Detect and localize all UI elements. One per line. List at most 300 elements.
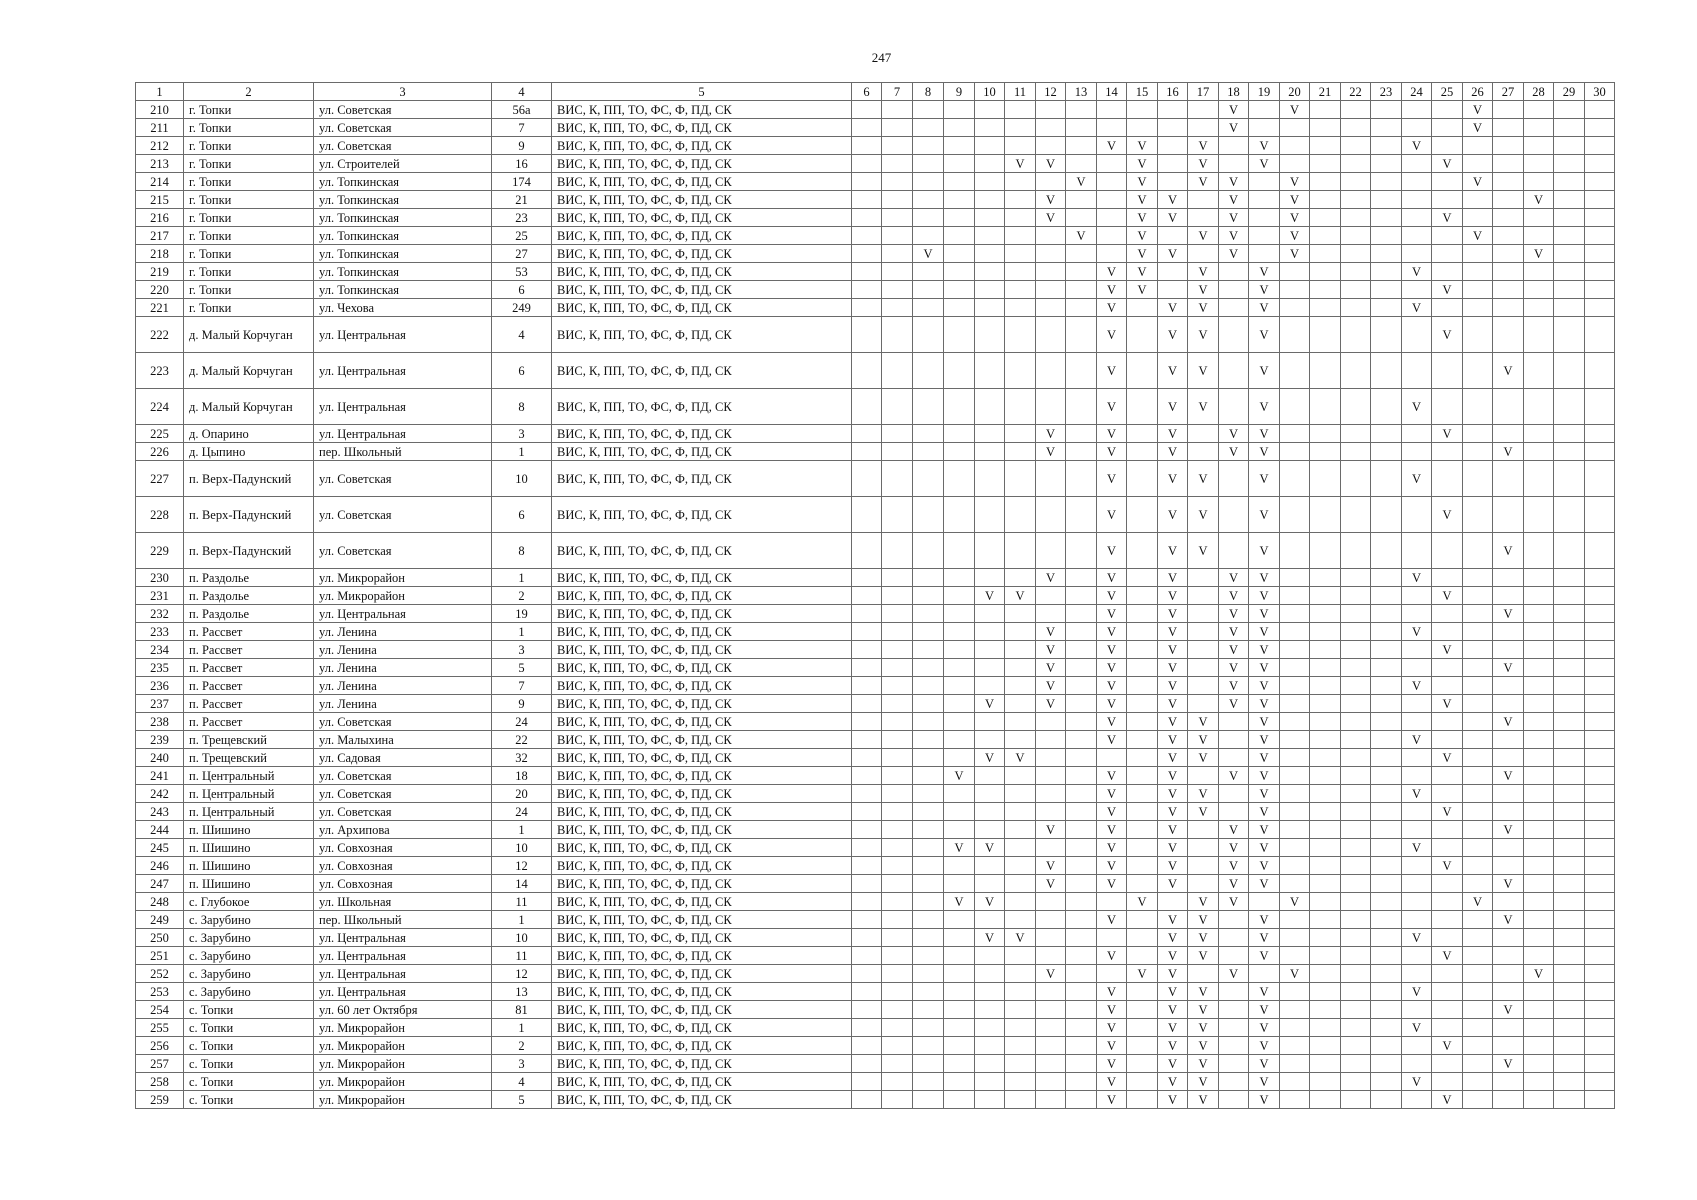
- column-header: 4: [492, 83, 552, 101]
- empty-cell: [1127, 1001, 1158, 1019]
- empty-cell: [1310, 155, 1341, 173]
- column-header: 22: [1341, 83, 1371, 101]
- empty-cell: [1554, 533, 1585, 569]
- empty-cell: [1554, 461, 1585, 497]
- services-cell: ВИС, К, ПП, ТО, ФС, Ф, ПД, СК: [552, 263, 852, 281]
- empty-cell: [1493, 731, 1524, 749]
- check-mark-cell: V: [1188, 1055, 1219, 1073]
- check-mark-cell: V: [1158, 983, 1188, 1001]
- row-number-cell: 218: [136, 245, 184, 263]
- services-cell: ВИС, К, ПП, ТО, ФС, Ф, ПД, СК: [552, 461, 852, 497]
- check-mark-cell: V: [1402, 389, 1432, 425]
- empty-cell: [1127, 101, 1158, 119]
- table-row: [136, 353, 1615, 389]
- check-mark-cell: V: [1402, 1019, 1432, 1037]
- empty-cell: [1158, 101, 1188, 119]
- house-number-cell: 2: [492, 587, 552, 605]
- empty-cell: [1280, 911, 1310, 929]
- empty-cell: [1310, 731, 1341, 749]
- empty-cell: [1097, 173, 1127, 191]
- column-header: 25: [1432, 83, 1463, 101]
- empty-cell: [1066, 767, 1097, 785]
- empty-cell: [1493, 785, 1524, 803]
- empty-cell: [1341, 695, 1371, 713]
- check-mark-cell: V: [1158, 425, 1188, 443]
- empty-cell: [1066, 731, 1097, 749]
- services-cell: ВИС, К, ПП, ТО, ФС, Ф, ПД, СК: [552, 803, 852, 821]
- street-cell: ул. Советская: [314, 101, 492, 119]
- check-mark-cell: V: [1402, 731, 1432, 749]
- settlement-cell: г. Топки: [184, 119, 314, 137]
- empty-cell: [1310, 281, 1341, 299]
- table-row: [136, 119, 1615, 137]
- services-cell: ВИС, К, ПП, ТО, ФС, Ф, ПД, СК: [552, 155, 852, 173]
- empty-cell: [1554, 191, 1585, 209]
- empty-cell: [1188, 839, 1219, 857]
- table-row: [136, 803, 1615, 821]
- empty-cell: [1127, 1037, 1158, 1055]
- check-mark-cell: V: [1158, 929, 1188, 947]
- street-cell: ул. Советская: [314, 713, 492, 731]
- empty-cell: [975, 1001, 1005, 1019]
- empty-cell: [1097, 191, 1127, 209]
- empty-cell: [1188, 443, 1219, 461]
- settlement-cell: п. Рассвет: [184, 623, 314, 641]
- check-mark-cell: V: [1219, 173, 1249, 191]
- house-number-cell: 6: [492, 497, 552, 533]
- empty-cell: [1219, 785, 1249, 803]
- empty-cell: [1402, 587, 1432, 605]
- empty-cell: [1554, 119, 1585, 137]
- empty-cell: [1585, 695, 1615, 713]
- row-number-cell: 230: [136, 569, 184, 587]
- empty-cell: [1066, 389, 1097, 425]
- empty-cell: [1036, 389, 1066, 425]
- check-mark-cell: V: [1097, 1091, 1127, 1109]
- check-mark-cell: V: [1249, 317, 1280, 353]
- empty-cell: [882, 137, 913, 155]
- services-cell: ВИС, К, ПП, ТО, ФС, Ф, ПД, СК: [552, 353, 852, 389]
- empty-cell: [975, 821, 1005, 839]
- empty-cell: [1524, 533, 1554, 569]
- street-cell: ул. Центральная: [314, 353, 492, 389]
- empty-cell: [1066, 1001, 1097, 1019]
- empty-cell: [852, 857, 882, 875]
- empty-cell: [1524, 173, 1554, 191]
- empty-cell: [1371, 1019, 1402, 1037]
- empty-cell: [1280, 677, 1310, 695]
- empty-cell: [944, 209, 975, 227]
- row-number-cell: 259: [136, 1091, 184, 1109]
- empty-cell: [1341, 263, 1371, 281]
- empty-cell: [1280, 461, 1310, 497]
- house-number-cell: 5: [492, 659, 552, 677]
- check-mark-cell: V: [1432, 209, 1463, 227]
- settlement-cell: п. Шишино: [184, 857, 314, 875]
- empty-cell: [1432, 713, 1463, 731]
- empty-cell: [975, 1073, 1005, 1091]
- empty-cell: [1158, 173, 1188, 191]
- empty-cell: [1127, 731, 1158, 749]
- check-mark-cell: V: [1249, 785, 1280, 803]
- empty-cell: [1341, 677, 1371, 695]
- empty-cell: [882, 281, 913, 299]
- table-row: [136, 209, 1615, 227]
- check-mark-cell: V: [1402, 929, 1432, 947]
- empty-cell: [1005, 1019, 1036, 1037]
- empty-cell: [1402, 1055, 1432, 1073]
- house-number-cell: 25: [492, 227, 552, 245]
- empty-cell: [1402, 155, 1432, 173]
- settlement-cell: д. Цыпино: [184, 443, 314, 461]
- empty-cell: [882, 659, 913, 677]
- services-cell: ВИС, К, ПП, ТО, ФС, Ф, ПД, СК: [552, 929, 852, 947]
- empty-cell: [1066, 965, 1097, 983]
- empty-cell: [1493, 1037, 1524, 1055]
- check-mark-cell: V: [1066, 173, 1097, 191]
- empty-cell: [913, 875, 944, 893]
- empty-cell: [1554, 281, 1585, 299]
- empty-cell: [1066, 317, 1097, 353]
- services-cell: ВИС, К, ПП, ТО, ФС, Ф, ПД, СК: [552, 749, 852, 767]
- empty-cell: [913, 533, 944, 569]
- column-header: 20: [1280, 83, 1310, 101]
- check-mark-cell: V: [1158, 191, 1188, 209]
- column-header: 1: [136, 83, 184, 101]
- empty-cell: [975, 497, 1005, 533]
- street-cell: ул. Советская: [314, 803, 492, 821]
- empty-cell: [1005, 659, 1036, 677]
- empty-cell: [1127, 785, 1158, 803]
- empty-cell: [1066, 425, 1097, 443]
- empty-cell: [1066, 1019, 1097, 1037]
- empty-cell: [975, 623, 1005, 641]
- house-number-cell: 5: [492, 1091, 552, 1109]
- empty-cell: [1127, 425, 1158, 443]
- empty-cell: [1371, 947, 1402, 965]
- empty-cell: [1463, 155, 1493, 173]
- empty-cell: [1371, 173, 1402, 191]
- empty-cell: [1524, 677, 1554, 695]
- table-row: [136, 1001, 1615, 1019]
- empty-cell: [1310, 443, 1341, 461]
- settlement-cell: г. Топки: [184, 155, 314, 173]
- empty-cell: [1036, 767, 1066, 785]
- settlement-cell: п. Верх-Падунский: [184, 461, 314, 497]
- empty-cell: [882, 623, 913, 641]
- empty-cell: [1585, 533, 1615, 569]
- empty-cell: [1493, 155, 1524, 173]
- empty-cell: [1402, 443, 1432, 461]
- empty-cell: [944, 245, 975, 263]
- empty-cell: [1310, 623, 1341, 641]
- empty-cell: [1066, 749, 1097, 767]
- empty-cell: [1280, 587, 1310, 605]
- services-cell: ВИС, К, ПП, ТО, ФС, Ф, ПД, СК: [552, 1055, 852, 1073]
- empty-cell: [1036, 713, 1066, 731]
- empty-cell: [1585, 857, 1615, 875]
- empty-cell: [1005, 821, 1036, 839]
- check-mark-cell: V: [1158, 839, 1188, 857]
- check-mark-cell: V: [1249, 749, 1280, 767]
- empty-cell: [1341, 767, 1371, 785]
- empty-cell: [1432, 623, 1463, 641]
- empty-cell: [975, 857, 1005, 875]
- check-mark-cell: V: [1402, 137, 1432, 155]
- empty-cell: [1280, 317, 1310, 353]
- check-mark-cell: V: [1402, 839, 1432, 857]
- empty-cell: [1524, 1001, 1554, 1019]
- check-mark-cell: V: [1158, 713, 1188, 731]
- empty-cell: [1341, 785, 1371, 803]
- row-number-cell: 226: [136, 443, 184, 461]
- empty-cell: [1463, 641, 1493, 659]
- row-number-cell: 223: [136, 353, 184, 389]
- empty-cell: [1280, 263, 1310, 281]
- check-mark-cell: V: [1219, 821, 1249, 839]
- house-number-cell: 81: [492, 1001, 552, 1019]
- empty-cell: [944, 623, 975, 641]
- empty-cell: [913, 659, 944, 677]
- street-cell: ул. Центральная: [314, 425, 492, 443]
- check-mark-cell: V: [1127, 137, 1158, 155]
- empty-cell: [1493, 929, 1524, 947]
- empty-cell: [1524, 1073, 1554, 1091]
- check-mark-cell: V: [1219, 893, 1249, 911]
- street-cell: ул. Топкинская: [314, 245, 492, 263]
- street-cell: ул. Советская: [314, 119, 492, 137]
- services-cell: ВИС, К, ПП, ТО, ФС, Ф, ПД, СК: [552, 497, 852, 533]
- empty-cell: [913, 353, 944, 389]
- empty-cell: [1493, 749, 1524, 767]
- empty-cell: [1066, 533, 1097, 569]
- empty-cell: [1127, 587, 1158, 605]
- table-row: [136, 227, 1615, 245]
- empty-cell: [944, 389, 975, 425]
- check-mark-cell: V: [1158, 623, 1188, 641]
- empty-cell: [882, 983, 913, 1001]
- empty-cell: [1432, 227, 1463, 245]
- check-mark-cell: V: [1097, 443, 1127, 461]
- empty-cell: [882, 497, 913, 533]
- check-mark-cell: V: [1249, 731, 1280, 749]
- check-mark-cell: V: [1097, 605, 1127, 623]
- empty-cell: [975, 227, 1005, 245]
- house-number-cell: 53: [492, 263, 552, 281]
- empty-cell: [1005, 443, 1036, 461]
- row-number-cell: 238: [136, 713, 184, 731]
- empty-cell: [1402, 911, 1432, 929]
- street-cell: ул. Школьная: [314, 893, 492, 911]
- check-mark-cell: V: [1493, 659, 1524, 677]
- empty-cell: [1585, 209, 1615, 227]
- empty-cell: [1005, 263, 1036, 281]
- street-cell: ул. Топкинская: [314, 209, 492, 227]
- check-mark-cell: V: [1158, 695, 1188, 713]
- check-mark-cell: V: [1219, 587, 1249, 605]
- empty-cell: [1066, 821, 1097, 839]
- empty-cell: [944, 947, 975, 965]
- empty-cell: [1585, 1055, 1615, 1073]
- settlement-cell: п. Раздолье: [184, 605, 314, 623]
- empty-cell: [1463, 299, 1493, 317]
- check-mark-cell: V: [1158, 1091, 1188, 1109]
- empty-cell: [1188, 677, 1219, 695]
- empty-cell: [1463, 731, 1493, 749]
- empty-cell: [1371, 875, 1402, 893]
- settlement-cell: г. Топки: [184, 227, 314, 245]
- empty-cell: [1249, 893, 1280, 911]
- empty-cell: [1219, 317, 1249, 353]
- empty-cell: [1036, 299, 1066, 317]
- empty-cell: [1341, 425, 1371, 443]
- empty-cell: [1493, 263, 1524, 281]
- settlement-cell: п. Раздолье: [184, 569, 314, 587]
- empty-cell: [1188, 605, 1219, 623]
- empty-cell: [1249, 191, 1280, 209]
- empty-cell: [913, 965, 944, 983]
- empty-cell: [1127, 299, 1158, 317]
- empty-cell: [1188, 965, 1219, 983]
- empty-cell: [1432, 983, 1463, 1001]
- services-cell: ВИС, К, ПП, ТО, ФС, Ф, ПД, СК: [552, 659, 852, 677]
- check-mark-cell: V: [1158, 461, 1188, 497]
- empty-cell: [1402, 353, 1432, 389]
- empty-cell: [975, 785, 1005, 803]
- house-number-cell: 2: [492, 1037, 552, 1055]
- empty-cell: [1524, 1019, 1554, 1037]
- column-header: 13: [1066, 83, 1097, 101]
- empty-cell: [975, 767, 1005, 785]
- column-header: 17: [1188, 83, 1219, 101]
- row-number-cell: 227: [136, 461, 184, 497]
- empty-cell: [1280, 443, 1310, 461]
- empty-cell: [852, 227, 882, 245]
- check-mark-cell: V: [1097, 461, 1127, 497]
- services-cell: ВИС, К, ПП, ТО, ФС, Ф, ПД, СК: [552, 137, 852, 155]
- empty-cell: [1585, 893, 1615, 911]
- empty-cell: [1341, 713, 1371, 731]
- empty-cell: [975, 1019, 1005, 1037]
- empty-cell: [913, 1037, 944, 1055]
- check-mark-cell: V: [1036, 695, 1066, 713]
- row-number-cell: 258: [136, 1073, 184, 1091]
- house-number-cell: 8: [492, 389, 552, 425]
- empty-cell: [852, 713, 882, 731]
- check-mark-cell: V: [1463, 101, 1493, 119]
- check-mark-cell: V: [1249, 713, 1280, 731]
- empty-cell: [852, 1055, 882, 1073]
- check-mark-cell: V: [1158, 677, 1188, 695]
- empty-cell: [882, 857, 913, 875]
- empty-cell: [1005, 767, 1036, 785]
- street-cell: ул. Топкинская: [314, 191, 492, 209]
- empty-cell: [1097, 209, 1127, 227]
- check-mark-cell: V: [1036, 641, 1066, 659]
- empty-cell: [1463, 461, 1493, 497]
- empty-cell: [975, 605, 1005, 623]
- empty-cell: [913, 929, 944, 947]
- empty-cell: [1493, 137, 1524, 155]
- check-mark-cell: V: [1158, 389, 1188, 425]
- check-mark-cell: V: [1432, 857, 1463, 875]
- empty-cell: [1310, 875, 1341, 893]
- empty-cell: [1036, 173, 1066, 191]
- empty-cell: [1066, 911, 1097, 929]
- street-cell: ул. Микрорайон: [314, 1091, 492, 1109]
- check-mark-cell: V: [1402, 623, 1432, 641]
- empty-cell: [1280, 767, 1310, 785]
- empty-cell: [1341, 857, 1371, 875]
- street-cell: ул. Микрорайон: [314, 1055, 492, 1073]
- settlement-cell: д. Малый Корчуган: [184, 353, 314, 389]
- empty-cell: [1310, 983, 1341, 1001]
- empty-cell: [1036, 461, 1066, 497]
- empty-cell: [1524, 353, 1554, 389]
- check-mark-cell: V: [1036, 155, 1066, 173]
- empty-cell: [1066, 497, 1097, 533]
- check-mark-cell: V: [1249, 767, 1280, 785]
- empty-cell: [1280, 1091, 1310, 1109]
- table-row: [136, 965, 1615, 983]
- empty-cell: [944, 821, 975, 839]
- table-row: [136, 947, 1615, 965]
- check-mark-cell: V: [1280, 209, 1310, 227]
- table-row: [136, 875, 1615, 893]
- check-mark-cell: V: [1432, 281, 1463, 299]
- table-row: [136, 659, 1615, 677]
- header-row: [136, 83, 1615, 101]
- row-number-cell: 240: [136, 749, 184, 767]
- check-mark-cell: V: [944, 767, 975, 785]
- empty-cell: [882, 191, 913, 209]
- empty-cell: [975, 299, 1005, 317]
- empty-cell: [1585, 929, 1615, 947]
- table-row: [136, 317, 1615, 353]
- column-header: 6: [852, 83, 882, 101]
- table-row: [136, 857, 1615, 875]
- settlement-cell: п. Шишино: [184, 821, 314, 839]
- empty-cell: [1341, 929, 1371, 947]
- check-mark-cell: V: [1219, 425, 1249, 443]
- empty-cell: [1463, 281, 1493, 299]
- empty-cell: [1402, 1091, 1432, 1109]
- empty-cell: [944, 749, 975, 767]
- check-mark-cell: V: [1158, 443, 1188, 461]
- table-row: [136, 839, 1615, 857]
- empty-cell: [1005, 803, 1036, 821]
- empty-cell: [1585, 137, 1615, 155]
- street-cell: ул. 60 лет Октября: [314, 1001, 492, 1019]
- services-cell: ВИС, К, ПП, ТО, ФС, Ф, ПД, СК: [552, 227, 852, 245]
- table-row: [136, 461, 1615, 497]
- check-mark-cell: V: [1249, 569, 1280, 587]
- empty-cell: [1036, 1091, 1066, 1109]
- empty-cell: [944, 965, 975, 983]
- empty-cell: [1463, 1055, 1493, 1073]
- empty-cell: [975, 1091, 1005, 1109]
- empty-cell: [913, 605, 944, 623]
- check-mark-cell: V: [1188, 389, 1219, 425]
- check-mark-cell: V: [1280, 965, 1310, 983]
- settlement-cell: г. Топки: [184, 191, 314, 209]
- empty-cell: [1066, 209, 1097, 227]
- empty-cell: [852, 155, 882, 173]
- check-mark-cell: V: [1005, 749, 1036, 767]
- empty-cell: [1524, 155, 1554, 173]
- house-number-cell: 6: [492, 353, 552, 389]
- empty-cell: [1310, 101, 1341, 119]
